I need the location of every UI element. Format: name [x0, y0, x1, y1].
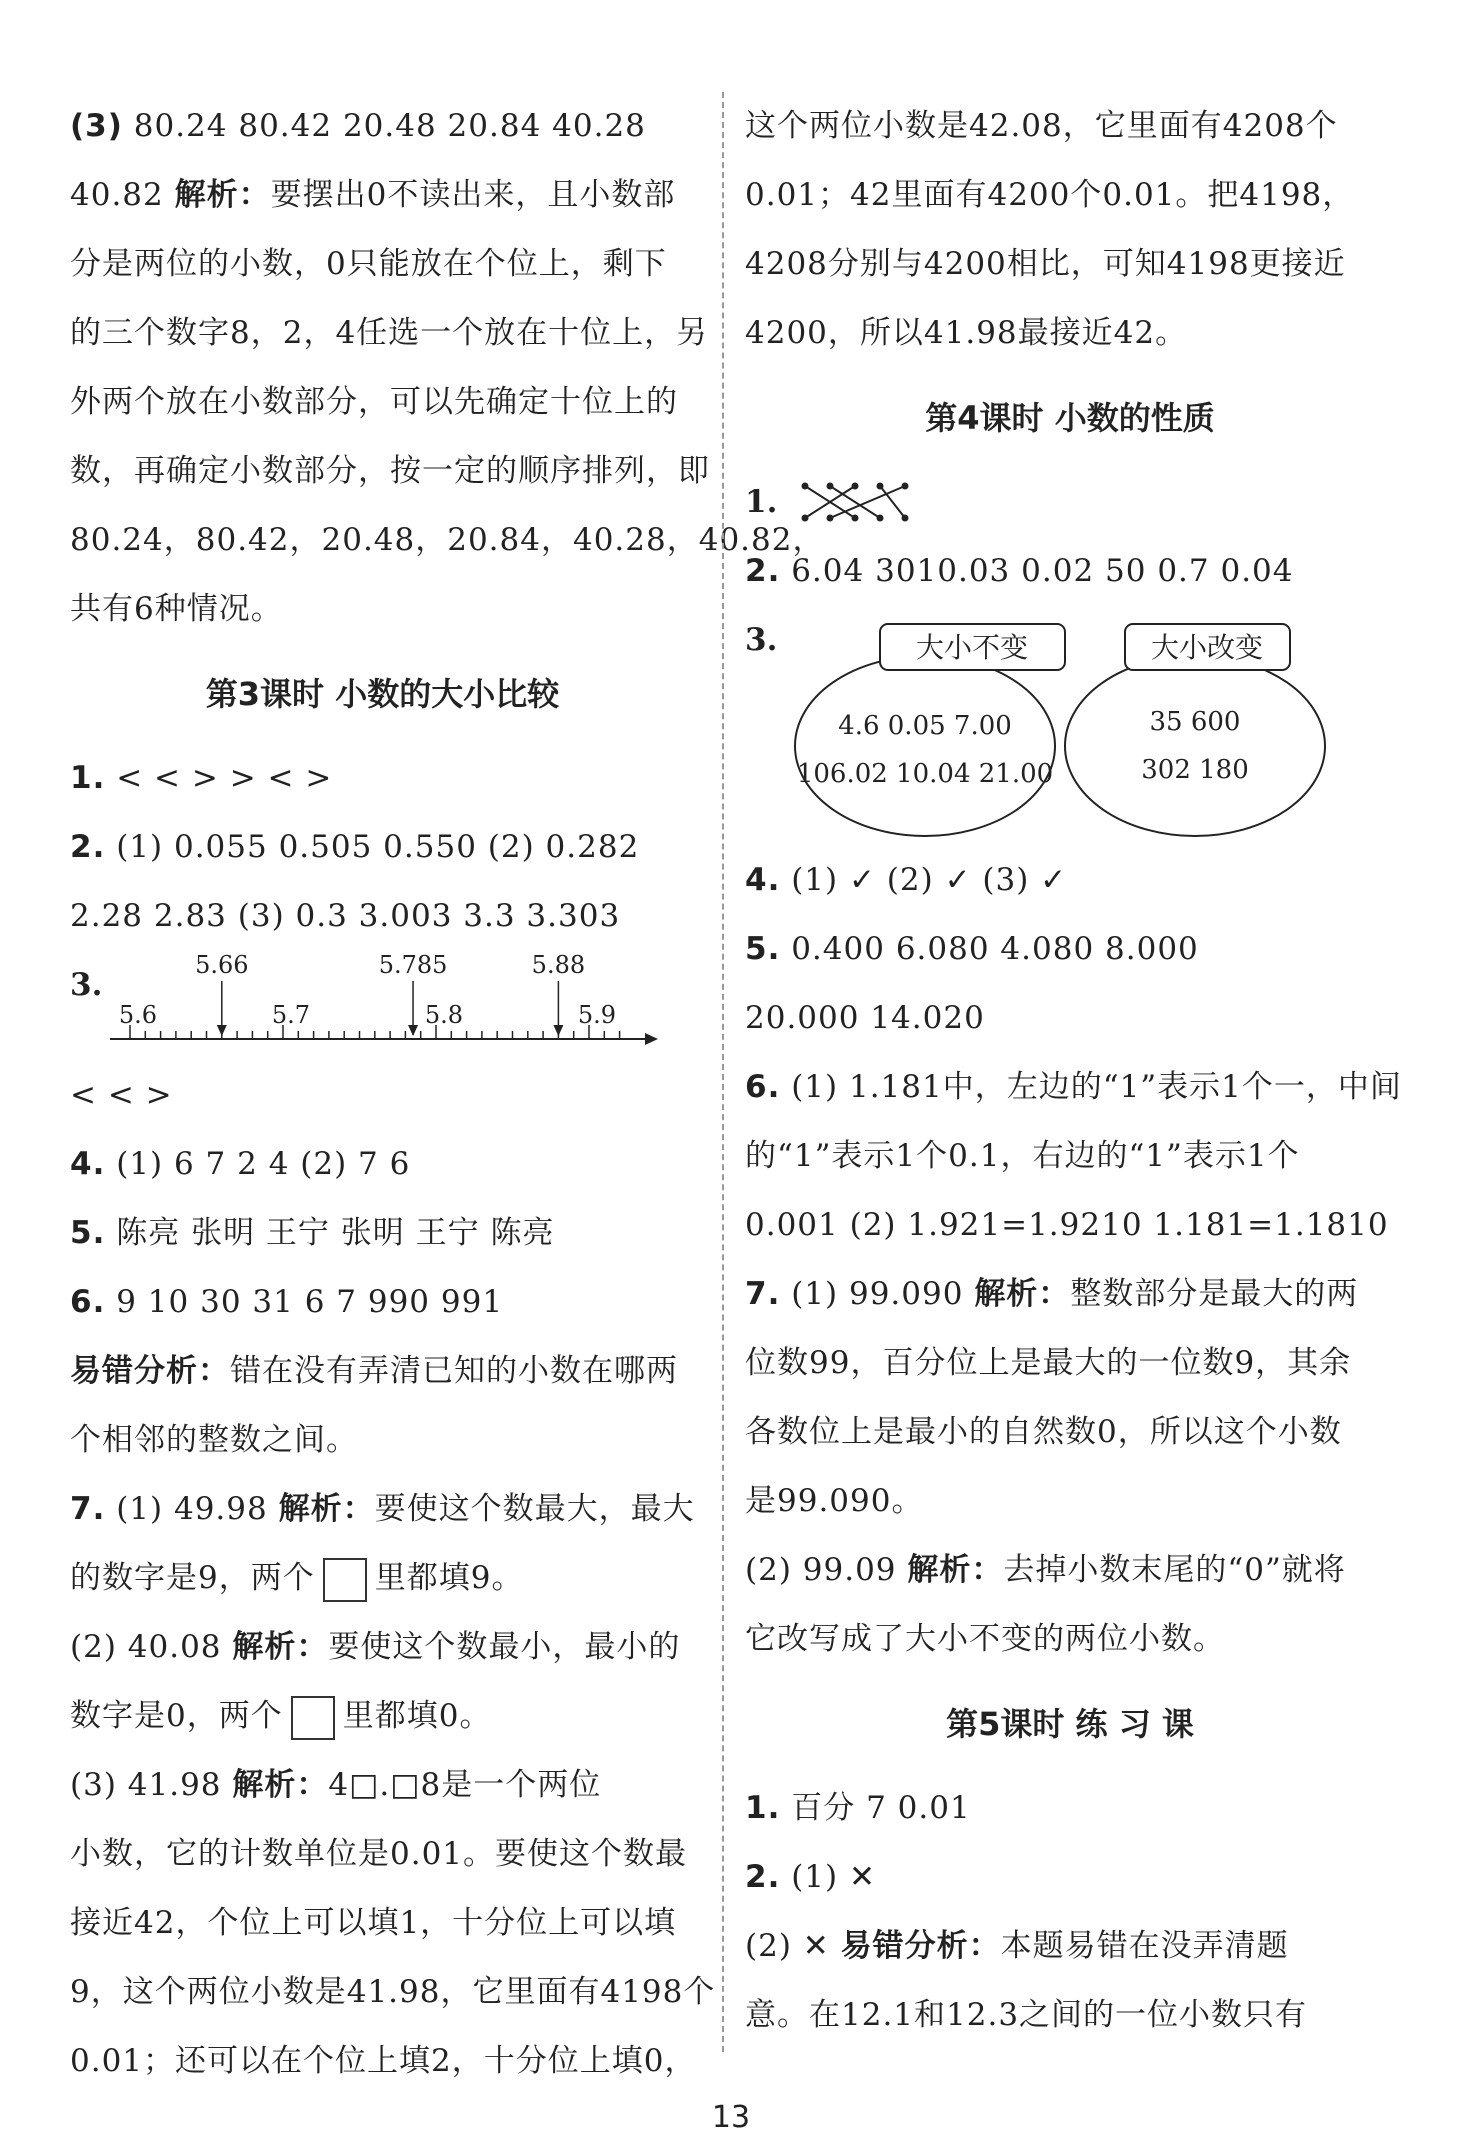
answer-text: 80.24 80.42 20.48 20.84 40.28: [122, 108, 646, 144]
answer-line: [70, 1268, 695, 1337]
answer-text: 数字是0，两个: [70, 1698, 283, 1734]
question-number: 2.: [745, 1859, 781, 1895]
analysis-text: 要使这个数最大，最大: [374, 1491, 695, 1527]
answer-text: 的数字是9，两个: [70, 1560, 315, 1596]
answer-text: < < >: [70, 1077, 173, 1113]
matching-dot: [802, 515, 809, 522]
answer-line: [745, 1260, 1395, 1329]
answer-line: [70, 299, 709, 368]
answer-text: 陈亮 张明 王宁 张明 王宁 陈亮: [105, 1215, 555, 1251]
answer-line: [70, 1475, 695, 1544]
left-items: 106.02 10.04 21.00: [796, 759, 1054, 789]
matching-dot: [877, 483, 884, 490]
answer-text: 里都填0。: [342, 1698, 492, 1734]
answer-line: [70, 1337, 695, 1406]
answer-line: [70, 1544, 695, 1613]
answer-line: [70, 1061, 695, 1130]
answer-text: 0.400 6.080 4.080 8.000: [780, 931, 1199, 967]
right-items: 302 180: [1141, 755, 1249, 785]
answer-line: [70, 92, 695, 161]
answer-text: 百分 7 0.01: [780, 1790, 971, 1826]
answer-line: [745, 915, 1395, 984]
analysis-tag: 易错分析：: [70, 1353, 230, 1389]
answer-text: 这个两位小数是42.08，它里面有4208个: [745, 108, 1338, 144]
answer-line: [70, 1820, 695, 1889]
answer-text: 的“1”表示1个0.1，右边的“1”表示1个: [745, 1138, 1300, 1174]
analysis-text: 整数部分是最大的两: [1070, 1276, 1359, 1312]
answer-text: 9，这个两位小数是41.98，它里面有4198个: [70, 1974, 716, 2010]
answer-text: (1) 99.090: [780, 1276, 975, 1312]
answer-line: [745, 1053, 1402, 1122]
matching-dot: [827, 483, 834, 490]
matching-dot: [902, 515, 909, 522]
tick-label: 5.9: [577, 1001, 617, 1029]
mark-arrow-head: [217, 1025, 227, 1036]
tick-label: 5.8: [424, 1001, 464, 1029]
answer-text: (2) ✕: [745, 1928, 841, 1964]
lesson-heading: 第3课时 小数的大小比较: [205, 675, 560, 713]
column-divider: [722, 92, 724, 2052]
answer-line: [70, 1958, 716, 2027]
answer-line: [70, 1613, 695, 1682]
right-title: 大小改变: [1150, 631, 1264, 664]
answer-line: [745, 1912, 1395, 1981]
question-number: 2.: [745, 553, 781, 589]
answer-text: 位数99，百分位上是最大的一位数9，其余: [745, 1345, 1352, 1381]
answer-text: 它改写成了大小不变的两位小数。: [745, 1621, 1225, 1657]
answer-text: 接近42，个位上可以填1，十分位上可以填: [70, 1905, 677, 1941]
question-number: 4.: [70, 1146, 106, 1182]
tick-label: 5.7: [271, 1001, 311, 1029]
answer-text: 0.001 (2) 1.921=1.9210 1.181=1.1810: [745, 1207, 1389, 1243]
answer-line: [745, 1774, 1395, 1843]
tick-label: 5.6: [118, 1001, 158, 1029]
answer-text: 分是两位的小数，0只能放在个位上，剩下: [70, 246, 667, 282]
matching-dot: [852, 483, 859, 490]
lesson-heading: 第4课时 小数的性质: [925, 399, 1215, 437]
answer-line: [70, 1130, 695, 1199]
matching-lines: [765, 468, 965, 537]
answer-text: 0.01；42里面有4200个0.01。把4198，: [745, 177, 1355, 213]
analysis-tag: 解析：: [907, 1552, 1004, 1588]
answer-line: [745, 161, 1395, 230]
answer-text: (1) ✓ (2) ✓ (3) ✓: [780, 862, 1068, 898]
answer-line: [70, 1751, 695, 1820]
matching-dot: [902, 483, 909, 490]
answer-text: 2.28 2.83 (3) 0.3 3.003 3.3 3.303: [70, 898, 621, 934]
answer-line: [70, 506, 825, 575]
question-number: 3.: [745, 622, 778, 658]
axis-arrow: [645, 1033, 658, 1045]
number-line-svg: [70, 951, 670, 1061]
analysis-text: 要摆出0不读出来，且小数部: [270, 177, 676, 213]
answer-text: 各数位上是最小的自然数0，所以这个小数: [745, 1414, 1342, 1450]
right-items: 35 600: [1149, 707, 1241, 737]
answer-line: [70, 575, 695, 644]
answer-line: [745, 1329, 1395, 1398]
answer-line: [70, 2027, 695, 2096]
answer-line: [70, 230, 695, 299]
classification-figure: [745, 606, 1395, 846]
left-ellipse: [795, 656, 1055, 836]
answer-line: [745, 984, 1395, 1053]
question-number: 3.: [70, 967, 103, 1003]
classification-svg: [785, 606, 1385, 846]
answer-text: 外两个放在小数部分，可以先确定十位上的: [70, 384, 678, 420]
answer-text: 是99.090。: [745, 1483, 924, 1519]
mark-arrow-head: [408, 1025, 418, 1036]
answer-line: [70, 368, 695, 437]
answer-line: [745, 1467, 1395, 1536]
analysis-tag: 解析：: [232, 1629, 329, 1665]
answer-text: 4200，所以41.98最接近42。: [745, 315, 1188, 351]
matching-line: [830, 486, 880, 518]
answer-line: [745, 230, 1395, 299]
answer-line: [70, 1199, 695, 1268]
answer-text: 意。在12.1和12.3之间的一位小数只有: [745, 1997, 1308, 2033]
page-number: 13: [711, 2100, 751, 2135]
answer-text: 0.01；还可以在个位上填2，十分位上填0，: [70, 2043, 697, 2079]
question-number: 1.: [745, 1790, 781, 1826]
answer-line: [745, 1981, 1395, 2050]
answer-line: [745, 1398, 1395, 1467]
matching-dot: [827, 515, 834, 522]
answer-line: [70, 1682, 695, 1751]
question-number: 5.: [745, 931, 781, 967]
blank-box: [323, 1558, 367, 1602]
answer-line: [745, 299, 1395, 368]
analysis-text: 错在没有弄清已知的小数在哪两: [230, 1353, 678, 1389]
answer-line: [70, 1889, 695, 1958]
answer-line: [745, 1191, 1395, 1260]
question-number: 6.: [745, 1069, 781, 1105]
matching-dot: [852, 515, 859, 522]
answer-line: [70, 437, 710, 506]
answer-text: (3) 41.98: [70, 1767, 233, 1803]
question-number: 7.: [70, 1491, 106, 1527]
answer-text: 9 10 30 31 6 7 990 991: [105, 1284, 504, 1320]
answer-text: 40.82: [70, 177, 175, 213]
answer-line: [745, 1605, 1395, 1674]
marked-value: 5.66: [195, 951, 249, 979]
answer-text: 的三个数字8，2，4任选一个放在十位上，另: [70, 315, 709, 351]
analysis-tag: 解析：: [278, 1491, 375, 1527]
answer-line: [70, 161, 695, 230]
analysis-text: 要使这个数最小，最小的: [328, 1629, 681, 1665]
answer-text: 小数，它的计数单位是0.01。要使这个数最: [70, 1836, 688, 1872]
analysis-tag: 易错分析：: [840, 1928, 1001, 1964]
lesson-heading: 第5课时 练 习 课: [946, 1705, 1194, 1743]
left-column: [70, 92, 825, 2096]
answer-line: [70, 1406, 695, 1475]
answer-text: 数，再确定小数部分，按一定的顺序排列，即: [70, 453, 710, 489]
analysis-tag: 解析：: [174, 177, 271, 213]
analysis-text: 本题易错在没弄清题: [1000, 1928, 1289, 1964]
answer-text: (2) 99.09: [745, 1552, 908, 1588]
analysis-text: 4□.□8是一个两位: [328, 1767, 602, 1803]
answer-text: < < > > < >: [105, 760, 333, 796]
question-number: 7.: [745, 1276, 781, 1312]
right-column: [745, 92, 1402, 2050]
answer-line: [70, 744, 695, 813]
number-line-figure: [70, 951, 695, 1061]
answer-line: [70, 813, 695, 882]
answer-line: [745, 1536, 1395, 1605]
answer-text: (1) 49.98: [105, 1491, 279, 1527]
answer-line: [745, 1122, 1395, 1191]
question-number: 6.: [70, 1284, 106, 1320]
matching-figure: [745, 468, 1395, 537]
left-items: 4.6 0.05 7.00: [838, 711, 1012, 741]
answer-line: [745, 92, 1395, 161]
answer-text: 4208分别与4200相比，可知4198更接近: [745, 246, 1346, 282]
answer-text: 里都填9。: [374, 1560, 524, 1596]
answer-text: (1) ✕: [780, 1859, 876, 1895]
answer-text: 个相邻的整数之间。: [70, 1422, 358, 1458]
matching-dot: [877, 515, 884, 522]
answer-text: 80.24，80.42，20.48，20.84，40.28，40.82，: [70, 522, 825, 558]
analysis-tag: 解析：: [232, 1767, 329, 1803]
answer-line: [70, 882, 695, 951]
question-number: 4.: [745, 862, 781, 898]
answer-text: 共有6种情况。: [70, 591, 283, 627]
answer-text: 20.000 14.020: [745, 1000, 985, 1036]
answer-text: (1) 6 7 2 4 (2) 7 6: [105, 1146, 411, 1182]
answer-line: [745, 846, 1395, 915]
marked-value: 5.785: [378, 951, 448, 979]
blank-box: [291, 1696, 335, 1740]
marked-value: 5.88: [531, 951, 586, 979]
answer-text: (1) 0.055 0.505 0.550 (2) 0.282: [105, 829, 640, 865]
analysis-tag: 解析：: [974, 1276, 1071, 1312]
analysis-text: 去掉小数末尾的“0”就将: [1003, 1552, 1346, 1588]
answer-text: (2) 40.08: [70, 1629, 233, 1665]
mark-arrow-head: [553, 1025, 563, 1036]
right-ellipse: [1065, 656, 1325, 836]
answer-line: [745, 1843, 1395, 1912]
answer-line: [745, 537, 1395, 606]
question-number: 1.: [70, 760, 106, 796]
question-number: 1.: [745, 484, 778, 520]
question-number: 2.: [70, 829, 106, 865]
answer-text: 6.04 3010.03 0.02 50 0.7 0.04: [780, 553, 1294, 589]
matching-dot: [802, 483, 809, 490]
left-title: 大小不变: [915, 631, 1029, 664]
answer-text: (1) 1.181中，左边的“1”表示1个一，中间: [780, 1069, 1402, 1105]
question-number: (3): [70, 108, 123, 144]
question-number: 5.: [70, 1215, 106, 1251]
